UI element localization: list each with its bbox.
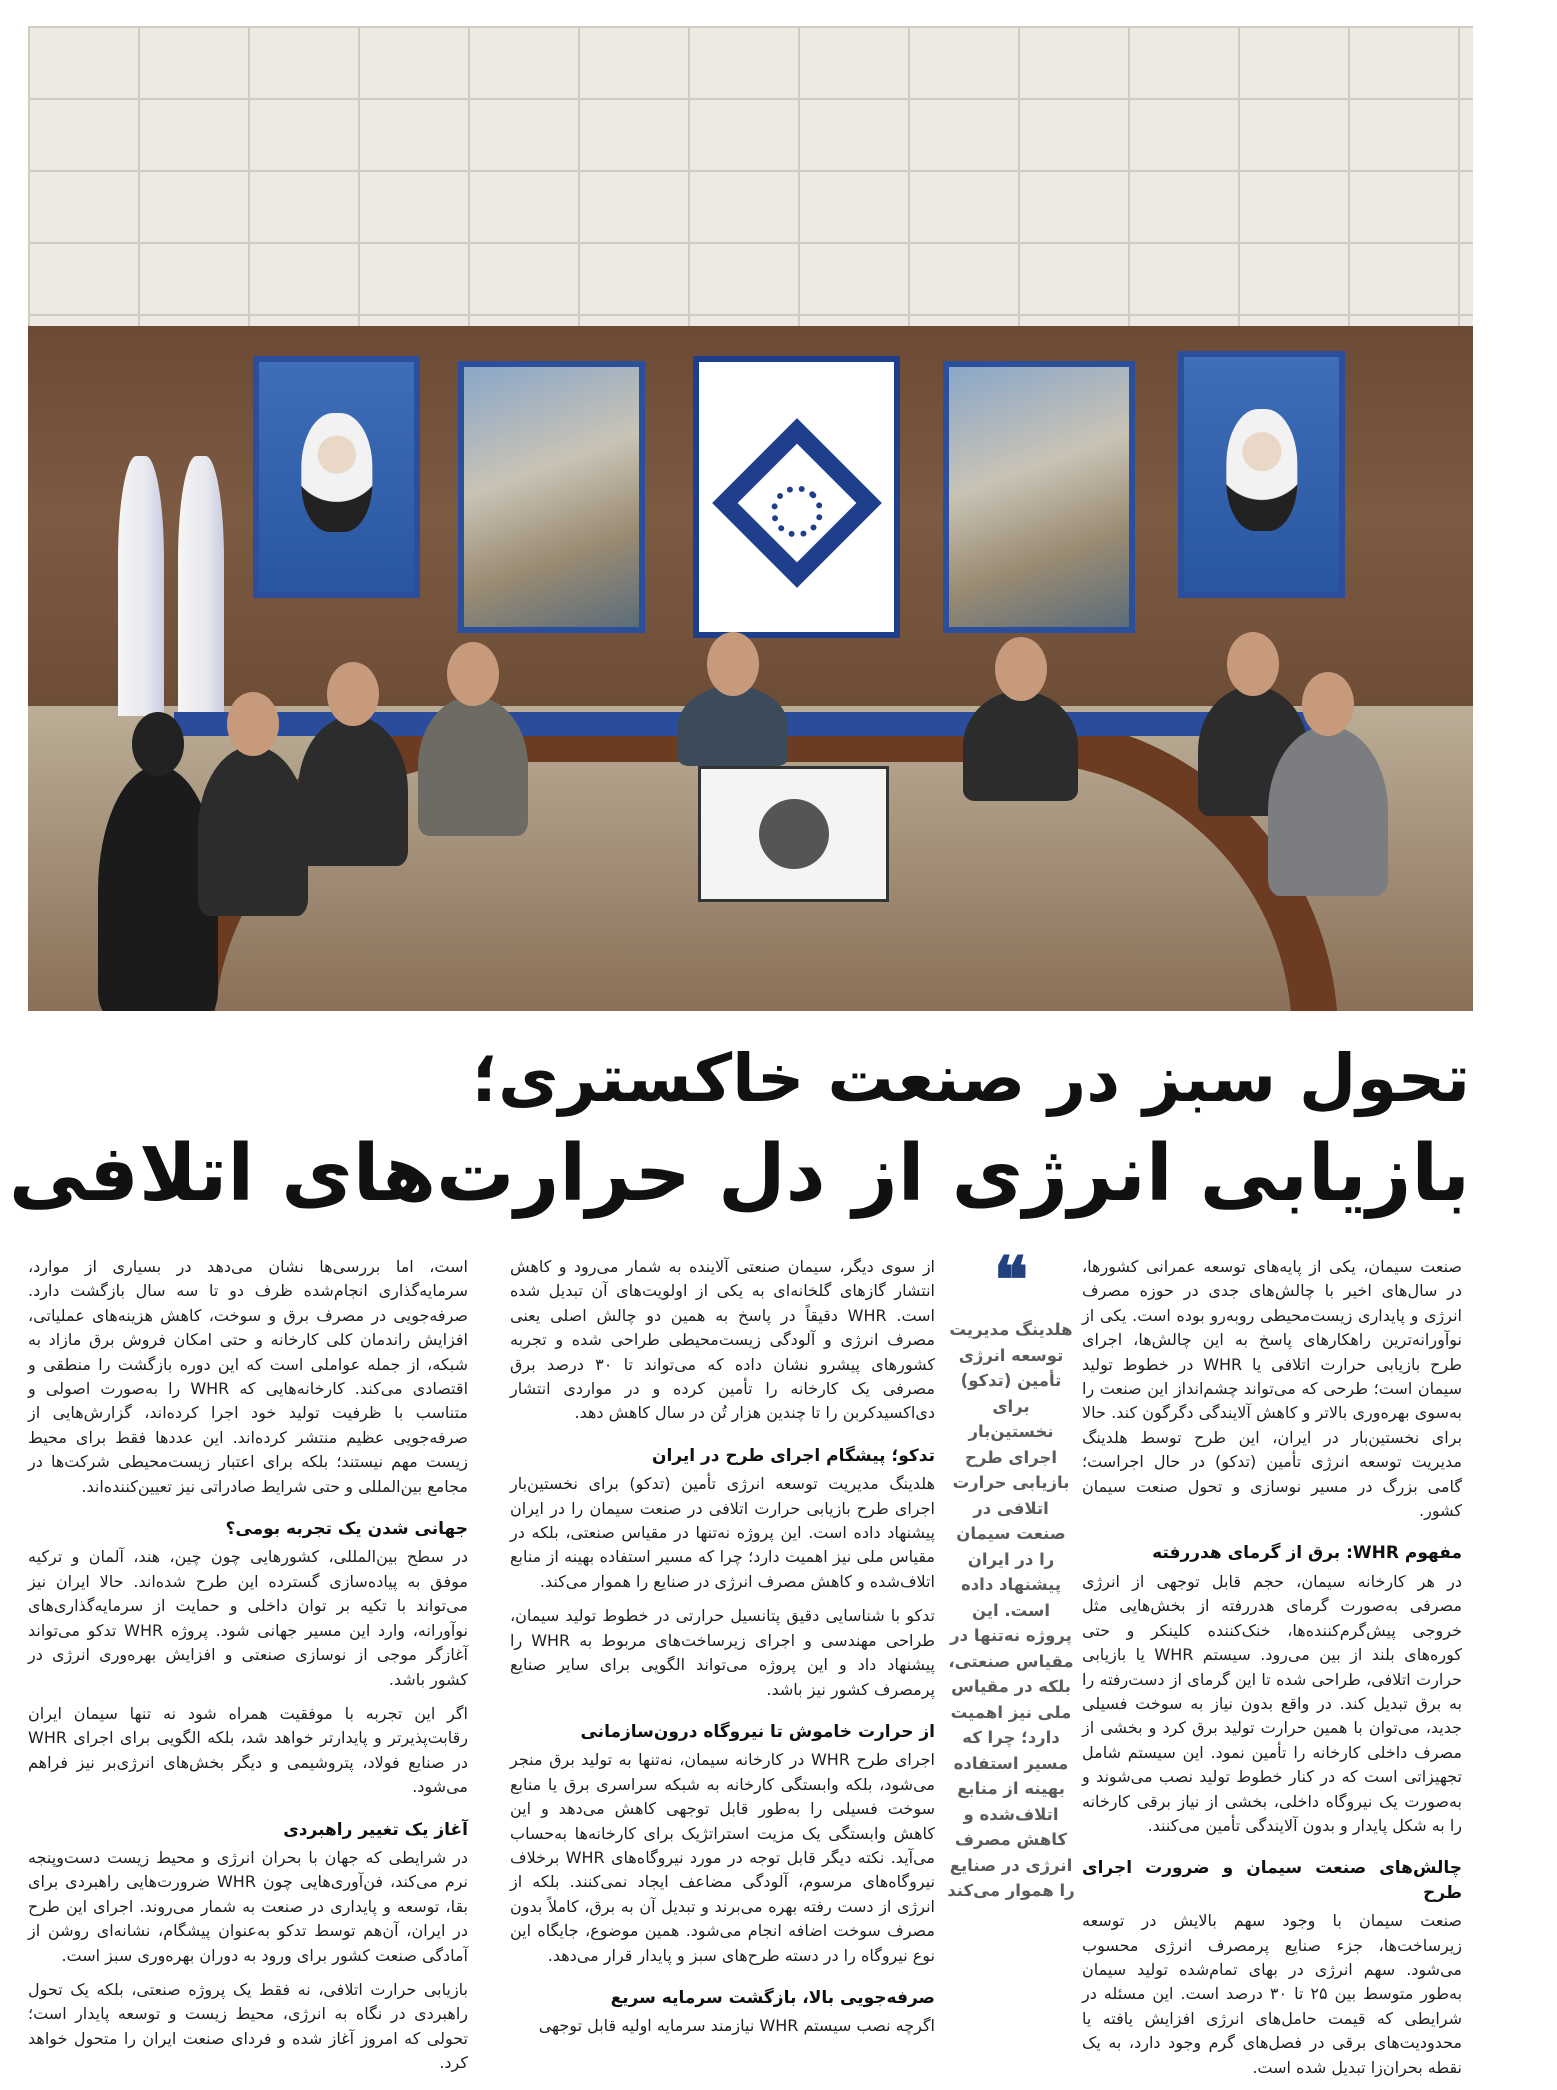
paragraph: است، اما بررسی‌ها نشان می‌دهد در بسیاری از موارد، سرمایه‌گذاری انجام‌شده ظرف دو تا سه سال بازگشت دارد. صرفه‌جویی در مصرف برق و سوخت، کاهش هزینه‌های عملیاتی، افزایش راندمان کلی کارخانه و حتی امکان فروش برق مازاد به شبکه، از جمله عواملی است که این دوره بازگشت را منطقی و اقتصادی می‌کند. کارخانه‌هایی که WHR را به‌صورت اصولی و متناسب با ظرفیت تولید خود اجرا کرده‌اند، گزارش‌هایی از صرفه‌جویی عظیم منتشر کرده‌اند. این عددها فقط برای محیط زیست مهم نیستند؛ بلکه برای اعتبار زیست‌محیطی شرکت‌ها در مجامع بین‌المللی و حتی شرایط صادراتی نیز تعیین‌کننده‌اند.: [28, 1257, 469, 1496]
article-column-1: [1082, 1255, 1462, 2090]
industry-poster-right: [943, 361, 1135, 633]
headline-line-1: تحول سبز در صنعت خاکستری؛: [471, 1040, 1470, 1117]
paragraph: صنعت سیمان با وجود سهم بالایش در توسعه زیرساخت‌ها، جزء صنایع پرمصرف انرژی محسوب می‌شود. سهم انرژی در بهای تمام‌شده تولید سیمان به‌طور متوسط بین ۲۵ تا ۳۰ درصد است. این مسئله در شرایطی که قیمت حامل‌های انرژی افزایش یافته یا محدودیت‌های برقی در فصل‌های گرم وجود دارد، به یک نقطه بحران‌زا تبدیل شده است.: [1082, 1911, 1463, 2077]
portrait-poster-left: [253, 356, 420, 598]
industry-poster-left: [458, 361, 645, 633]
paragraph: اگر این تجربه با موفقیت همراه شود نه تنها سیمان ایران رقابت‌پذیرتر و پایدارتر خواهد شد، بلکه الگویی برای اجرای WHR در صنایع فولاد، پتروشیمی و دیگر بخش‌های انرژی‌بر نیز فراهم می‌شود.: [28, 1703, 468, 1797]
subheading: آغاز یک تغییر راهبردی: [283, 1819, 468, 1840]
person: [418, 696, 528, 836]
subheading: جهانی شدن یک تجربه بومی؟: [225, 1519, 468, 1540]
portrait-poster-right: [1178, 351, 1345, 598]
center-display: [698, 766, 889, 902]
pull-quote-text: هلدینگ مدیریت توسعه انرژی تأمین (تدکو) برای نخستین‌بار اجرای طرح بازیابی حرارت اتلافی در صنعت سیمان را در ایران پیشنهاد داده است. این پروژه نه‌تنها در مقیاس صنعتی، بلکه در مقیاس ملی نیز اهمیت دارد؛ چرا که مسیر استفاده بهینه از منابع اتلاف‌شده و کاهش مصرف انرژی در صنایع را هموار می‌کند: [947, 1320, 1075, 1900]
person: [963, 691, 1078, 801]
paragraph: در سطح بین‌المللی، کشورهایی چون چین، هند، آلمان و ترکیه موفق به پیاده‌سازی گسترده این طرح شده‌اند. حالا ایران نیز می‌تواند با تکیه بر توان داخلی و حمایت از سرمایه‌گذاری‌های نوآورانه، وارد این مسیر جهانی شود. پروژه WHR تدکو می‌تواند آغازگر موجی از نوسازی صنعتی و افزایش بهره‌وری انرژی در کشور باشد.: [28, 1547, 469, 1689]
company-logo-poster: [693, 356, 900, 638]
paragraph: در شرایطی که جهان با بحران انرژی و محیط زیست دست‌وپنجه نرم می‌کند، فن‌آوری‌هایی چون WHR ضرورت‌هایی راهبردی برای بقا، توسعه و پایداری در صنعت به شمار می‌روند. اجرای این طرح در ایران، آن‌هم توسط تدکو به‌عنوان پیشگام، نشانه‌ای روشن از آمادگی صنعت کشور برای ورود به دوران بهره‌وری سبز است.: [28, 1847, 469, 1965]
article-column-2: [510, 1255, 935, 2049]
quotation-mark-icon: ❝: [993, 1243, 1029, 1318]
paragraph: اجرای طرح WHR در کارخانه سیمان، نه‌تنها به تولید برق منجر می‌شود، بلکه وابستگی کارخانه به شبکه سراسری برق یا منابع سوخت فسیلی را به‌طور قابل توجهی کاهش می‌دهد و این کاهش وابستگی یک مزیت استراتژیک برای کارخانه‌ها به‌حساب می‌آید. نکته دیگر قابل توجه در مورد نیروگاه‌های WHR برخلاف نیروگاه‌های مرسوم، آلودگی مضاعف ایجاد نمی‌کنند. بلکه از انرژی از دست رفته بهره می‌برند و تبدیل آن به برق، کاملاً بدون مصرف سوخت اضافه انجام می‌شود. همین موضوع، جایگاه این نوع نیروگاه را در دسته طرح‌های سبز و پایدار قرار می‌دهد.: [510, 1750, 936, 1965]
company-logo-icon: [712, 418, 882, 588]
subheading: مفهوم WHR: برق از گرمای هدررفته: [1152, 1543, 1462, 1564]
article-column-3: [28, 1255, 468, 2086]
person: [678, 686, 788, 766]
paragraph: بازیابی حرارت اتلافی، نه فقط یک پروژه صنعتی، بلکه یک تحول راهبردی در نگاه به انرژی، محیط زیست و توسعه پایدار است؛ تحولی که امروز آغاز شده و فردای صنعت ایران را متحول خواهد کرد.: [28, 1979, 468, 2073]
paragraph: هلدینگ مدیریت توسعه انرژی تأمین (تدکو) برای نخستین‌بار اجرای طرح بازیابی حرارت اتلافی در صنعت سیمان را در ایران پیشنهاد داده است. این پروژه نه‌تنها در مقیاس صنعتی، بلکه در مقیاس ملی نیز اهمیت دارد؛ چرا که مسیر استفاده بهینه از منابع اتلاف‌شده و کاهش مصرف انرژی در صنایع را هموار می‌کند.: [510, 1474, 935, 1591]
person: [198, 746, 308, 916]
flag: [118, 456, 164, 716]
headline-line-2: بازیابی انرژی از دل حرارت‌های اتلافی: [8, 1129, 1470, 1219]
paragraph: اگرچه نصب سیستم WHR نیازمند سرمایه اولیه قابل توجهی: [538, 2016, 935, 2036]
subheading: تدکو؛ پیشگام اجرای طرح در ایران: [651, 1445, 935, 1466]
paragraph: از سوی دیگر، سیمان صنعتی آلاینده به شمار می‌رود و کاهش انتشار گازهای گلخانه‌ای به یکی از اولویت‌های آن تبدیل شده است. WHR دقیقاً در پاسخ به همین دو چالش اصلی یعنی مصرف انرژی و آلودگی زیست‌محیطی طراحی شده و تجربه کشورهای پیشرو نشان داده که می‌تواند تا ۳۰ درصد برق مصرفی یک کارخانه را تأمین کرده و در مواردی انتشار دی‌اکسیدکربن را تا چندین هزار تُن در سال کاهش دهد.: [510, 1257, 936, 1423]
subheading: از حرارت خاموش تا نیروگاه درون‌سازمانی: [580, 1721, 935, 1742]
person: [1268, 726, 1388, 896]
ceiling: [28, 26, 1473, 326]
paragraph: صنعت سیمان، یکی از پایه‌های توسعه عمرانی کشورها، در سال‌های اخیر با چالش‌های جدی در حوزه مصرف انرژی و پایداری زیست‌محیطی روبه‌رو بوده است. یکی از نوآورانه‌ترین راهکارهای پاسخ به این چالش‌ها، اجرای طرح بازیابی حرارت اتلافی یا WHR در خطوط تولید سیمان است؛ طرحی که می‌تواند چشم‌انداز این صنعت را به‌سوی بهره‌وری بالاتر و کاهش آلایندگی دگرگون کند. حالا برای نخستین‌بار در ایران، این طرح توسط هلدینگ مدیریت توسعه انرژی تأمین (تدکو) در حال اجراست؛ گامی بزرگ در مسیر نوسازی و تحول صنعت سیمان کشور.: [1082, 1257, 1462, 1521]
person: [298, 716, 408, 866]
subheading: صرفه‌جویی بالا، بازگشت سرمایه سریع: [610, 1987, 935, 2008]
subheading: چالش‌های صنعت سیمان و ضرورت اجرای طرح: [1082, 1858, 1462, 1903]
paragraph: در هر کارخانه سیمان، حجم قابل توجهی از انرژی مصرفی به‌صورت گرمای هدررفته از بخش‌هایی مثل خروجی پیش‌گرم‌کننده‌ها، خنک‌کننده کلینکر و حتی کوره‌های بلند از بین می‌رود. سیستم WHR یا بازیابی حرارت اتلافی، طراحی شده تا این گرمای از دست‌رفته را به برق تبدیل کند. در واقع بدون نیاز به سوخت فسیلی جدید، می‌توان با همین حرارت تولید برق کرد و بخشی از مصرف داخلی کارخانه را تأمین نمود. این سیستم شامل تجهیزاتی است که در کنار خطوط تولید نصب می‌شوند و به‌صورت یک نیروگاه داخلی، بخشی از نیاز برقی کارخانه را به شکل پایدار و بدون آلایندگی تأمین می‌کنند.: [1082, 1571, 1462, 1835]
meeting-photo: [28, 26, 1473, 1011]
pull-quote: [947, 1243, 1075, 2015]
paragraph: تدکو با شناسایی دقیق پتانسیل حرارتی در خطوط تولید سیمان، طراحی مهندسی و اجرای زیرساخت‌های مربوط به WHR را پیشنهاد داد و این پروژه می‌تواند الگویی برای سایر صنایع پرمصرف کشور نیز باشد.: [510, 1606, 936, 1699]
flag: [178, 456, 224, 716]
